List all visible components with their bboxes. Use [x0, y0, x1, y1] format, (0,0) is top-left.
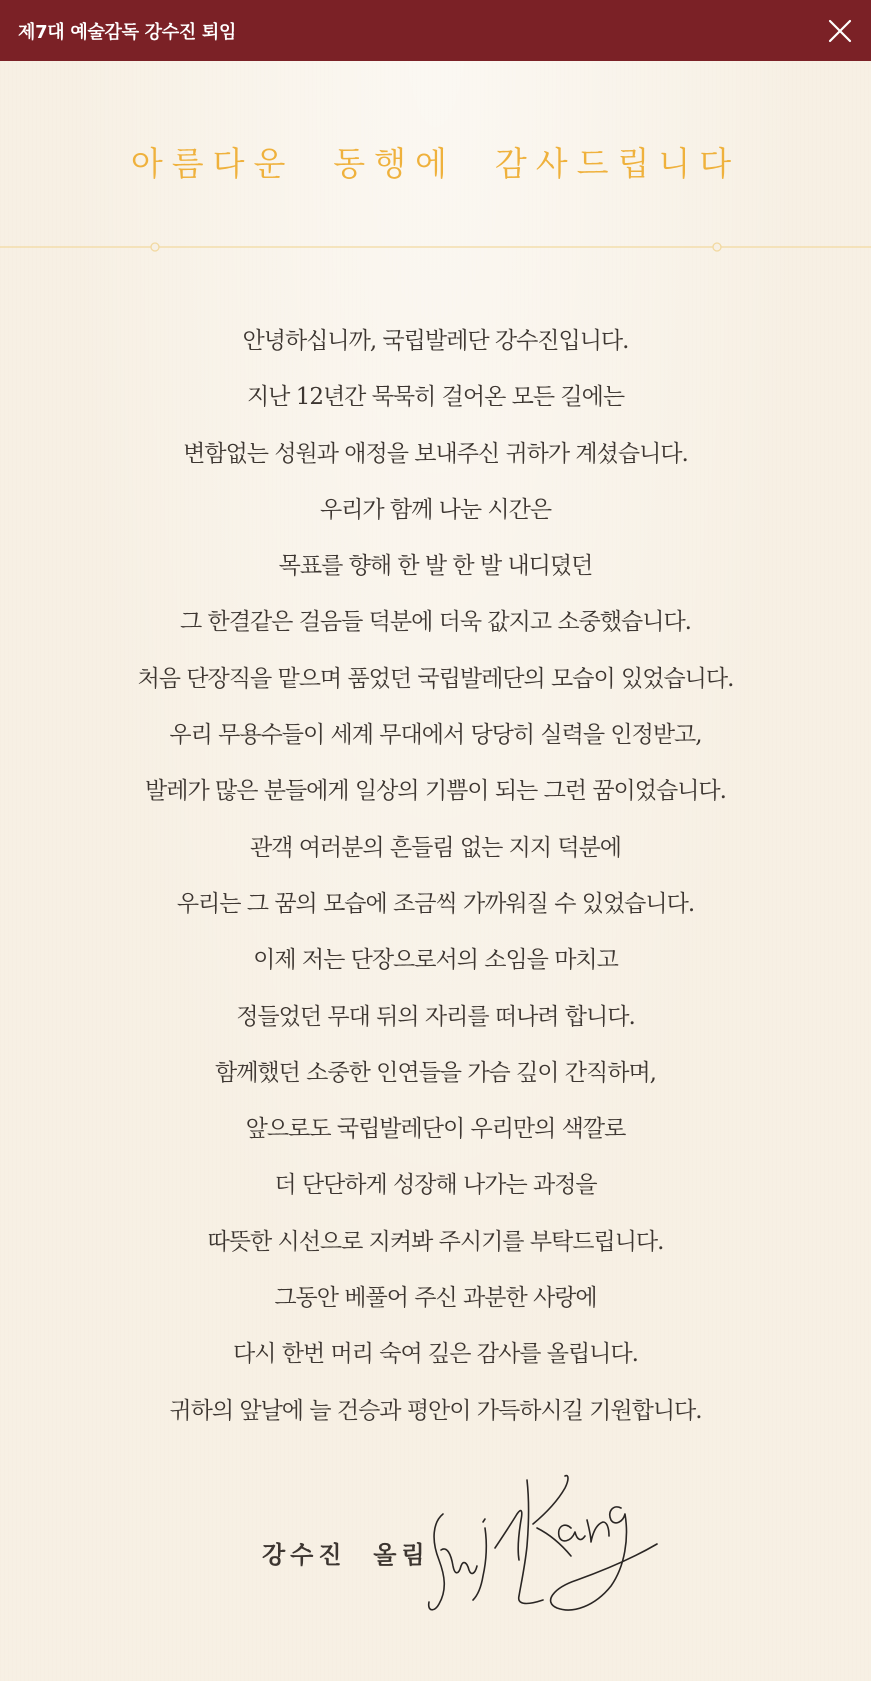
letter-line: 앞으로도 국립발레단이 우리만의 색깔로	[245, 1116, 626, 1143]
close-icon	[827, 18, 853, 44]
signoff-text: 강수진 올림	[262, 1541, 430, 1569]
letter-line: 귀하의 앞날에 늘 건승과 평안이 가득하시길 기원합니다.	[169, 1397, 702, 1424]
signature-image	[425, 1462, 660, 1617]
close-button[interactable]	[827, 18, 853, 44]
letter-line: 더 단단하게 성장해 나가는 과정을	[274, 1172, 597, 1199]
letter-line: 처음 단장직을 맡으며 품었던 국립발레단의 모습이 있었습니다.	[137, 665, 734, 692]
letter-line: 이제 저는 단장으로서의 소임을 마치고	[253, 947, 618, 974]
letter-line: 발레가 많은 분들에게 일상의 기쁨이 되는 그런 꿈이었습니다.	[145, 778, 726, 805]
letter-line: 우리는 그 꿈의 모습에 조금씩 가까워질 수 있었습니다.	[176, 890, 695, 917]
letter-line: 관객 여러분의 흔들림 없는 지지 덕분에	[249, 834, 622, 861]
letter-line: 그 한결같은 걸음들 덕분에 더욱 값지고 소중했습니다.	[180, 609, 691, 636]
letter-line: 우리 무용수들이 세계 무대에서 당당히 실력을 인정받고,	[169, 722, 702, 749]
letter-line: 안녕하십니까, 국립발레단 강수진입니다.	[242, 328, 629, 354]
letter-heading: 아름다운 동행에 감사드립니다	[130, 144, 741, 183]
letter-line: 변함없는 성원과 애정을 보내주신 귀하가 계셨습니다.	[183, 440, 688, 467]
letter-line: 함께했던 소중한 인연들을 가슴 깊이 간직하며,	[214, 1059, 656, 1086]
modal-header	[0, 0, 871, 61]
letter-line: 그동안 베풀어 주신 과분한 사랑에	[274, 1285, 597, 1312]
letter-line: 정들었던 무대 뒤의 자리를 떠나려 합니다.	[236, 1003, 635, 1030]
letter-line: 다시 한번 머리 숙여 깊은 감사를 올립니다.	[233, 1341, 638, 1368]
letter-body	[0, 313, 871, 1439]
letter-line: 우리가 함께 나눈 시간은	[319, 496, 552, 523]
modal-title: 제7대 예술감독 강수진 퇴임	[18, 21, 237, 43]
letter-line: 지난 12년간 묵묵히 걸어온 모든 길에는	[246, 384, 625, 411]
ornamental-divider	[0, 240, 871, 254]
letter-line: 목표를 향해 한 발 한 발 내디뎠던	[278, 553, 593, 580]
letter-line: 따뜻한 시선으로 지켜봐 주시기를 부탁드립니다.	[207, 1228, 664, 1255]
